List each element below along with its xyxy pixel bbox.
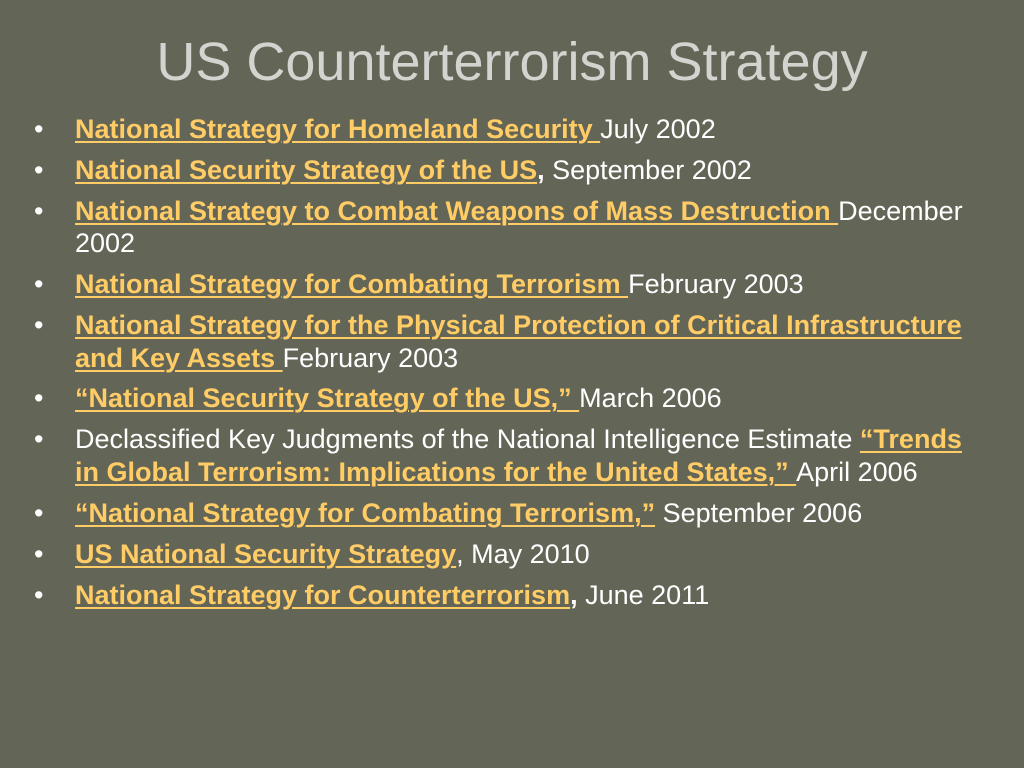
item-date: February 2003 bbox=[628, 269, 804, 300]
item-comma: , bbox=[570, 579, 578, 610]
list-item bbox=[34, 497, 984, 530]
us-national-security-strategy-2010-link[interactable]: US National Security Strategy bbox=[75, 538, 457, 569]
national-security-strategy-2002-link[interactable]: National Security Strategy of the US bbox=[75, 154, 538, 185]
bullet-icon: • bbox=[34, 497, 44, 528]
item-date: , May 2010 bbox=[456, 538, 590, 569]
list-item bbox=[34, 268, 984, 301]
list-item bbox=[34, 195, 984, 260]
item-date: March 2006 bbox=[579, 383, 722, 414]
item-intro-text: Declassified Key Judgments of the National Intelligence Estimate bbox=[75, 424, 860, 455]
national-security-strategy-2006-link[interactable]: “National Security Strategy of the US,” bbox=[75, 383, 580, 414]
critical-infrastructure-strategy-link[interactable]: National Strategy for the Physical Protection of Critical Infrastructure and Key Assets bbox=[75, 310, 962, 373]
item-date: June 2011 bbox=[577, 579, 710, 610]
bullet-icon: • bbox=[34, 195, 44, 226]
wmd-strategy-link[interactable]: National Strategy to Combat Weapons of Mass Destruction bbox=[75, 195, 839, 226]
item-date: December 2002 bbox=[75, 195, 963, 259]
item-date: September 2006 bbox=[655, 497, 863, 528]
item-date: April 2006 bbox=[796, 456, 918, 487]
strategy-list bbox=[34, 113, 984, 619]
item-date: February 2003 bbox=[282, 342, 459, 373]
list-item bbox=[34, 538, 984, 571]
list-item bbox=[34, 113, 984, 146]
list-item bbox=[34, 579, 984, 612]
list-item bbox=[34, 382, 984, 415]
list-item bbox=[34, 309, 984, 374]
bullet-icon: • bbox=[34, 383, 44, 414]
trends-global-terrorism-link[interactable]: “Trends in Global Terrorism: Implications for the United States,” bbox=[75, 424, 962, 487]
bullet-icon: • bbox=[34, 154, 44, 185]
bullet-icon: • bbox=[34, 538, 44, 569]
list-item bbox=[34, 154, 984, 187]
item-comma: , bbox=[537, 154, 545, 185]
bullet-icon: • bbox=[34, 269, 44, 300]
bullet-icon: • bbox=[34, 114, 44, 144]
combating-terrorism-2003-link[interactable]: National Strategy for Combating Terrorism bbox=[75, 269, 629, 300]
slide-title: US Counterterrorism Strategy bbox=[156, 32, 868, 92]
bullet-icon: • bbox=[34, 424, 44, 455]
homeland-security-strategy-link[interactable]: National Strategy for Homeland Security bbox=[75, 114, 601, 144]
bullet-icon: • bbox=[34, 579, 44, 610]
item-date: July 2002 bbox=[600, 114, 716, 144]
list-item bbox=[34, 423, 984, 488]
bullet-icon: • bbox=[34, 310, 44, 341]
counterterrorism-strategy-2011-link[interactable]: National Strategy for Counterterrorism bbox=[75, 579, 571, 610]
combating-terrorism-2006-link[interactable]: “National Strategy for Combating Terrorism,” bbox=[75, 497, 656, 528]
item-date: September 2002 bbox=[544, 154, 752, 185]
